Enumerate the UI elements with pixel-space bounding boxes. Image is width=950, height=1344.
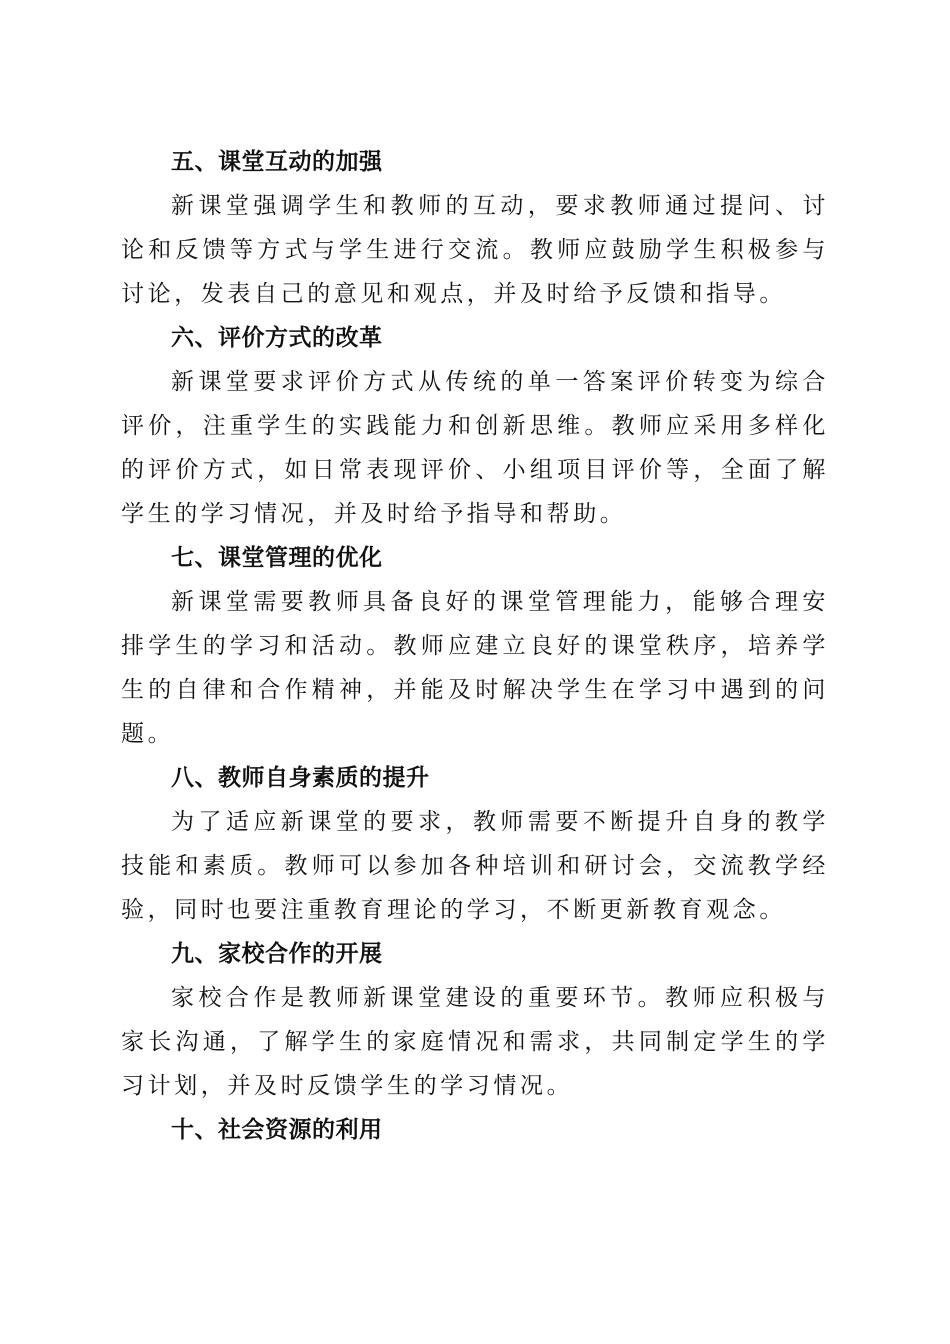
section-heading-5: 五、课堂互动的加强 xyxy=(171,149,383,175)
section-heading-8: 八、教师自身素质的提升 xyxy=(171,765,430,791)
document-body xyxy=(121,140,829,1152)
section-paragraph-7: 新课堂需要教师具备良好的课堂管理能力，能够合理安排学生的学习和活动。教师应建立良好的课堂秩序，培养学生的自律和合作精神，并能及时解决学生在学习中遇到的问题。 xyxy=(121,589,829,747)
section-heading-10: 十、社会资源的利用 xyxy=(171,1117,383,1143)
section-heading-9: 九、家校合作的开展 xyxy=(171,941,383,967)
section-heading-7: 七、课堂管理的优化 xyxy=(171,545,383,571)
section-paragraph-9: 家校合作是教师新课堂建设的重要环节。教师应积极与家长沟通，了解学生的家庭情况和需求，共同制定学生的学习计划，并及时反馈学生的学习情况。 xyxy=(121,985,829,1099)
section-paragraph-8: 为了适应新课堂的要求，教师需要不断提升自身的教学技能和素质。教师可以参加各种培训和研讨会，交流教学经验，同时也要注重教育理论的学习，不断更新教育观念。 xyxy=(121,809,829,923)
section-paragraph-5: 新课堂强调学生和教师的互动，要求教师通过提问、讨论和反馈等方式与学生进行交流。教师应鼓励学生积极参与讨论，发表自己的意见和观点，并及时给予反馈和指导。 xyxy=(121,193,829,307)
section-heading-6: 六、评价方式的改革 xyxy=(171,325,383,351)
section-paragraph-6: 新课堂要求评价方式从传统的单一答案评价转变为综合评价，注重学生的实践能力和创新思维。教师应采用多样化的评价方式，如日常表现评价、小组项目评价等，全面了解学生的学习情况，并及时给予指导和帮助。 xyxy=(121,369,829,527)
